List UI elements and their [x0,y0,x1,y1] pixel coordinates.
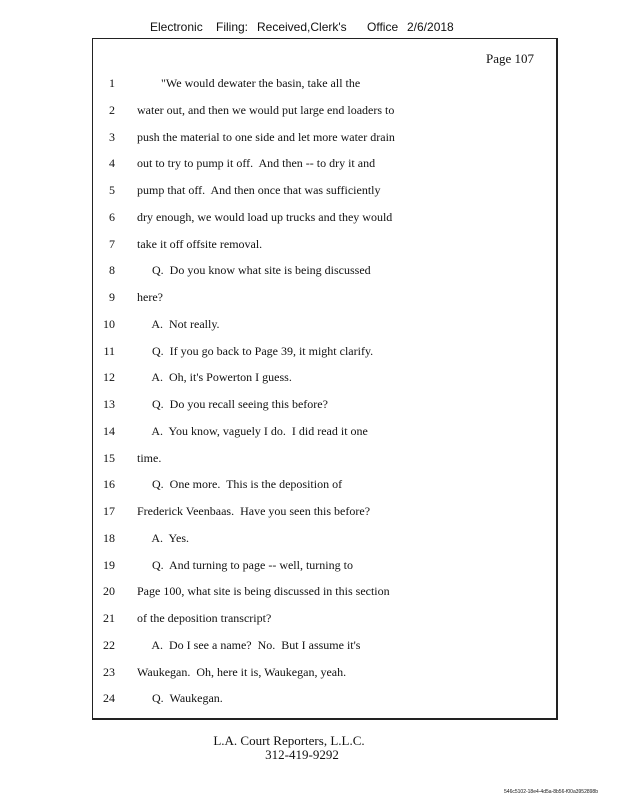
transcript-line [93,474,556,494]
line-text: push the material to one side and let more water drain [137,129,395,144]
footer-company: L.A. Court Reporters, L.L.C. [213,733,365,748]
line-text: A. Yes. [137,530,190,545]
line-text: of the deposition transcript? [137,611,272,625]
line-text: A. Not really. [137,316,220,331]
transcript-line [93,662,556,682]
transcript-line [93,581,556,601]
line-text: A. You know, vaguely I do. I did read it one [137,423,368,438]
line-number: 20 [103,584,115,599]
line-text: here? [137,290,163,304]
line-number: 12 [103,370,115,385]
line-text: pump that off. And then once that was sufficiently [137,183,381,197]
line-number: 22 [103,637,115,652]
line-number: 6 [109,209,115,224]
transcript-line [93,127,556,147]
transcript-line [93,394,556,414]
document-id: 546c5102-18e4-4d5a-8b56-f00a3952898b [504,789,598,795]
line-number: 8 [109,263,115,278]
header-received: Received,Clerk's [257,20,347,34]
transcript-line [93,448,556,468]
line-number: 5 [109,183,115,197]
line-number: 7 [109,236,115,251]
line-number: 19 [103,557,115,572]
transcript-line [93,260,556,280]
line-number: 2 [109,102,115,117]
transcript-page-frame [92,38,558,720]
line-number: 3 [109,129,115,144]
transcript-line [93,207,556,227]
line-number: 13 [103,397,115,411]
header-electronic: Electronic [150,20,203,34]
transcript-line [93,153,556,173]
transcript-line [93,73,556,93]
transcript-line [93,528,556,548]
transcript-line [93,287,556,307]
line-text: water out, and then we would put large end loaders to [137,102,395,117]
line-text: Q. If you go back to Page 39, it might clarify. [137,343,374,358]
line-text: Q. Waukegan. [137,691,223,706]
transcript-line [93,341,556,361]
transcript-line [93,688,556,708]
line-number: 18 [103,530,115,545]
line-number: 23 [103,664,115,679]
line-text: Q. Do you recall seeing this before? [137,397,328,411]
line-number: 9 [109,290,115,304]
line-number: 4 [109,156,115,171]
line-number: 10 [103,316,115,331]
line-number: 21 [103,611,115,625]
transcript-line [93,367,556,387]
line-text: Page 100, what site is being discussed in this section [137,584,390,599]
line-text: Q. One more. This is the deposition of [137,477,343,492]
filing-header [0,20,618,36]
line-number: 1 [109,76,115,90]
line-text: out to try to pump it off. And then -- to dry it and [137,156,376,171]
transcript-line [93,421,556,441]
page-number: Page 107 [485,51,534,66]
line-text: Frederick Veenbaas. Have you seen this before? [137,504,371,518]
transcript-line [93,234,556,254]
header-office: Office [367,20,399,34]
transcript-line [93,180,556,200]
line-text: take it off offsite removal. [137,236,263,251]
transcript-line [93,314,556,334]
line-text: Waukegan. Oh, here it is, Waukegan, yeah. [137,664,347,679]
transcript-line [93,555,556,575]
line-number: 14 [103,423,115,438]
line-number: 16 [103,477,115,492]
line-number: 24 [103,691,115,706]
line-number: 11 [103,343,115,358]
transcript-line [93,608,556,628]
line-text: A. Oh, it's Powerton I guess. [137,370,292,385]
line-text: dry enough, we would load up trucks and they would [137,209,393,224]
line-number: 17 [103,504,115,518]
line-text: Q. Do you know what site is being discussed [137,263,371,278]
line-text: time. [137,450,162,465]
transcript-line [93,501,556,521]
line-text: A. Do I see a name? No. But I assume it's [137,637,361,652]
transcript-line [93,635,556,655]
header-date: 2/6/2018 [407,20,454,34]
footer-phone: 312-419-9292 [265,747,339,762]
line-text: Q. And turning to page -- well, turning to [137,557,353,572]
line-number: 15 [103,450,115,465]
transcript-line [93,100,556,120]
line-text: "We would dewater the basin, take all the [137,76,361,90]
header-filing: Filing: [216,20,249,34]
